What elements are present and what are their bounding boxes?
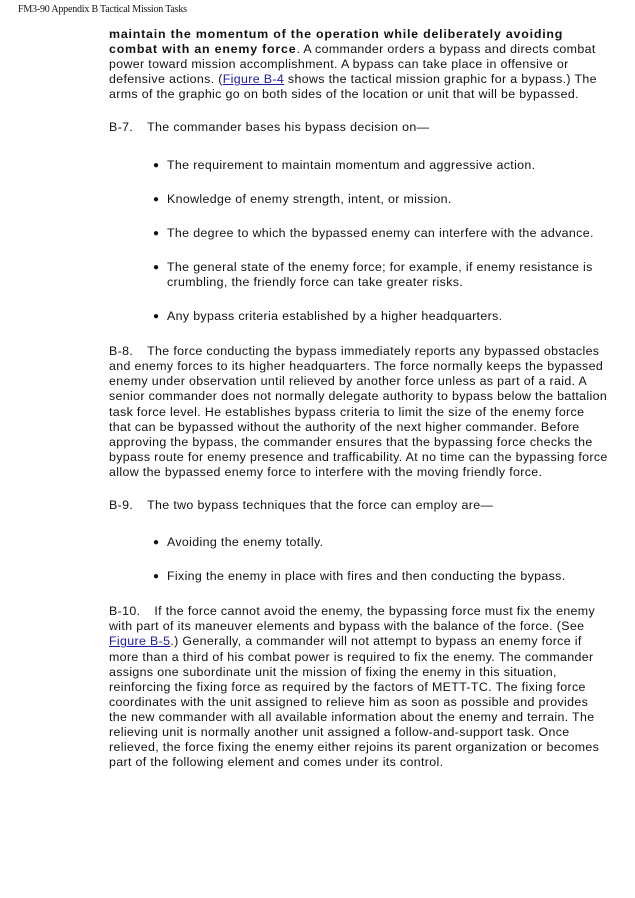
figure-b5-link[interactable]: Figure B-5 <box>109 634 171 649</box>
paragraph-b7 <box>109 120 609 135</box>
paragraph-text: The commander bases his bypass decision on— <box>147 120 430 135</box>
list-item: ● The requirement to maintain momentum and aggressive action. <box>153 157 536 172</box>
paragraph-number: B-8. <box>109 344 134 359</box>
intro-text-1: . A commander orders a bypass and directs combat power toward mission accomplishment. A bypass can take place in offensive or defensive actions. ( <box>109 42 596 87</box>
bold-lead-text: maintain the momentum of the operation while deliberately avoiding combat with an enemy force <box>109 27 564 57</box>
bullet-icon: ● <box>153 159 160 171</box>
paragraph-b10 <box>109 604 609 770</box>
paragraph-b9 <box>109 498 609 513</box>
bullet-icon: ● <box>153 311 160 323</box>
list-item: ● Fixing the enemy in place with fires and then conducting the bypass. <box>153 569 566 584</box>
paragraph-text-1: If the force cannot avoid the enemy, the bypassing force must fix the enemy with part of its maneuver elements and bypass with the balance of the force. (See <box>109 604 596 634</box>
intro-text-2: shows the tactical mission graphic for a bypass.) The arms of the graphic go on both sides of the location or unit that will be bypassed. <box>109 72 597 102</box>
bullet-icon: ● <box>153 537 160 549</box>
list-item: ● The general state of the enemy force; for example, if enemy resistance is crumbling, the friendly force can take greater risks. <box>153 259 593 289</box>
b7-bullet-list <box>109 158 609 325</box>
paragraph-b8 <box>109 344 609 480</box>
figure-b4-link[interactable]: Figure B-4 <box>222 72 285 87</box>
bullet-icon: ● <box>153 261 160 273</box>
paragraph-number: B-7. <box>109 120 134 135</box>
paragraph-text: The two bypass techniques that the force can employ are— <box>147 497 494 512</box>
paragraph-number: B-10. <box>109 604 141 619</box>
b9-bullet-list <box>109 535 609 584</box>
document-body <box>109 27 609 788</box>
list-item: ● Knowledge of enemy strength, intent, or mission. <box>153 191 452 206</box>
list-item: ● Any bypass criteria established by a higher headquarters. <box>153 309 503 324</box>
bullet-icon: ● <box>153 571 160 583</box>
list-item: ● Avoiding the enemy totally. <box>153 535 324 550</box>
intro-paragraph <box>109 27 609 102</box>
bullet-icon: ● <box>153 227 160 239</box>
paragraph-text: The force conducting the bypass immediately reports any bypassed obstacles and enemy forces to its higher headquarters. The force normally keeps the bypassed enemy under observation until relieved by another force unless as part of a raid. A senior commander does not normally delegate authority to bypass below the battalion task force level. He establishes bypass criteria to limit the size of the enemy force that can be bypassed without the authority of the next higher commander. Before approving the bypass, the commander ensures that the bypassing force checks the bypass route for enemy presence and trafficability. At no time can the bypassing force allow the bypassed enemy force to interfere with the moving friendly force. <box>109 344 608 479</box>
page-header: FM3-90 Appendix B Tactical Mission Tasks <box>18 4 187 15</box>
bullet-icon: ● <box>153 193 160 205</box>
paragraph-number: B-9. <box>109 497 134 512</box>
paragraph-text-2: .) Generally, a commander will not attempt to bypass an enemy force if more than a third of his combat power is required to fix the enemy. The commander assigns one subordinate unit the mission of fixing the enemy in this situation, reinforcing the fixing force as required by the factors of METT-TC. The fixing force coordinates with the unit assigned to relieve him as soon as possible and provides the new commander with all available information about the enemy and terrain. The relieving unit is normally another unit assigned a follow-and-support task. Once relieved, the force fixing the enemy either rejoins its parent organization or becomes part of the following element and comes under its control. <box>109 634 600 770</box>
list-item: ● The degree to which the bypassed enemy can interfere with the advance. <box>153 225 594 240</box>
